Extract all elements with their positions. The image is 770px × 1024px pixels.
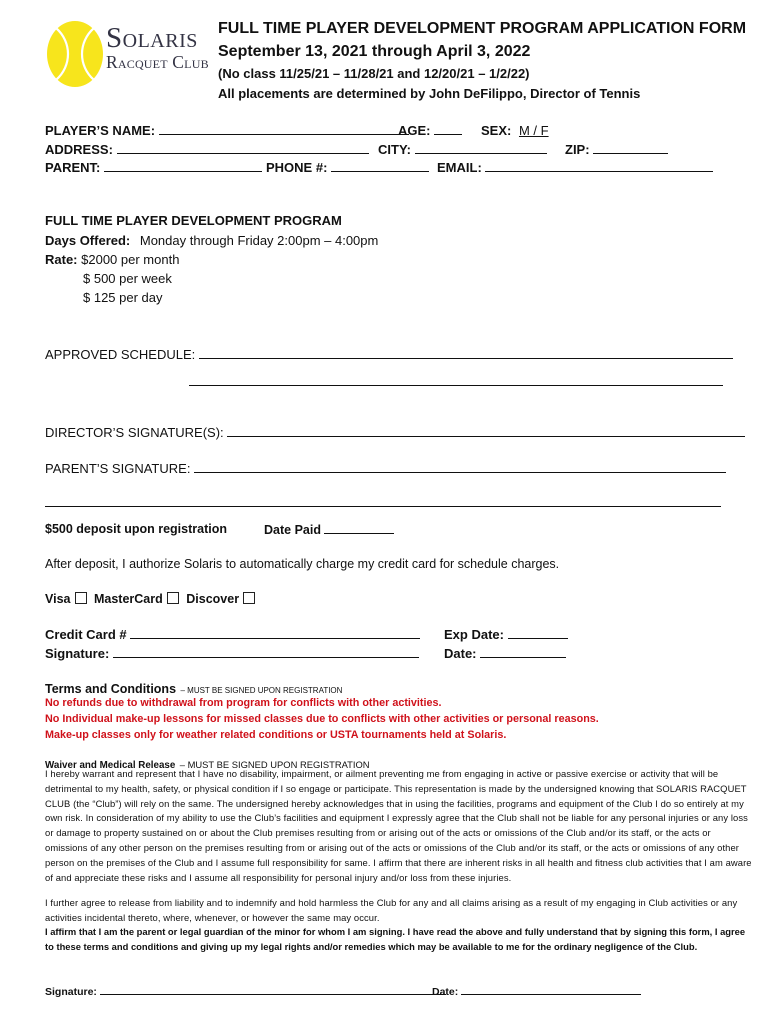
final-date-label: Date: — [432, 986, 459, 998]
card-signature-field[interactable] — [113, 646, 419, 658]
city-row — [378, 142, 547, 157]
visa-checkbox[interactable] — [75, 592, 87, 604]
card-signature-row — [45, 646, 419, 661]
extra-signature-line[interactable] — [45, 506, 721, 507]
address-label: ADDRESS: — [45, 142, 113, 157]
no-class-dates: (No class 11/25/21 – 11/28/21 and 12/20/21 – 1/2/22) — [218, 66, 530, 81]
terms-line-1: No refunds due to withdrawal from program for conflicts with other activities. — [45, 697, 442, 709]
approved-schedule-field[interactable] — [199, 347, 733, 359]
credit-card-row — [45, 627, 420, 642]
sex-label: SEX: — [481, 123, 512, 138]
player-name-field[interactable] — [159, 123, 409, 135]
director-signature-label: DIRECTOR’S SIGNATURE(S): — [45, 425, 224, 440]
rate-row — [45, 252, 179, 267]
approved-schedule-field-2[interactable] — [189, 385, 723, 386]
exp-date-field[interactable] — [508, 627, 568, 639]
card-date-field[interactable] — [480, 646, 566, 658]
city-field[interactable] — [415, 142, 547, 154]
tennis-ball-logo-icon — [46, 20, 104, 88]
visa-label: Visa — [45, 592, 71, 606]
phone-label: PHONE #: — [266, 160, 328, 175]
days-offered-row — [45, 233, 378, 248]
address-row — [45, 142, 369, 157]
logo-text-racquet-club: Racquet Club — [106, 52, 209, 72]
sex-options[interactable]: M / F — [518, 123, 549, 138]
final-date-field[interactable] — [461, 985, 641, 995]
email-field[interactable] — [485, 160, 713, 172]
card-type-row — [45, 592, 259, 606]
zip-field[interactable] — [593, 142, 668, 154]
parent-signature-row — [45, 461, 726, 476]
discover-checkbox[interactable] — [243, 592, 255, 604]
email-label: EMAIL: — [437, 160, 482, 175]
parent-field[interactable] — [104, 160, 262, 172]
final-signature-label: Signature: — [45, 986, 97, 998]
age-field[interactable] — [434, 123, 462, 135]
waiver-paragraph-3: I affirm that I am the parent or legal guardian of the minor for whom I am signing. I have read the above and fully understand that by signing this form, I agree to these terms and conditions and giving up my legal rights and/or remedies which may be available to me for the ordinary negligence of the Club. — [45, 926, 746, 952]
card-date-row — [444, 646, 566, 661]
program-title: FULL TIME PLAYER DEVELOPMENT PROGRAM — [45, 213, 342, 228]
card-signature-label: Signature: — [45, 646, 110, 661]
credit-card-label: Credit Card # — [45, 627, 127, 642]
address-field[interactable] — [117, 142, 369, 154]
final-date-row — [432, 985, 641, 998]
credit-card-field[interactable] — [130, 627, 420, 639]
phone-row — [266, 160, 429, 175]
player-name-row — [45, 123, 409, 138]
rate-month: $2000 per month — [81, 252, 180, 267]
logo-text-solaris: Solaris — [106, 22, 198, 54]
days-offered-value: Monday through Friday 2:00pm – 4:00pm — [139, 233, 379, 248]
days-offered-label: Days Offered: — [45, 233, 131, 248]
discover-label: Discover — [186, 592, 240, 606]
placements-note: All placements are determined by John DeFilippo, Director of Tennis — [218, 86, 641, 101]
date-paid-label: Date Paid — [264, 523, 321, 537]
city-label: CITY: — [378, 142, 411, 157]
mastercard-checkbox[interactable] — [167, 592, 179, 604]
waiver-note: – MUST BE SIGNED UPON REGISTRATION — [179, 759, 370, 770]
terms-heading — [45, 680, 342, 698]
director-signature-field[interactable] — [227, 425, 745, 437]
rate-day: $ 125 per day — [83, 290, 163, 305]
parent-signature-label: PARENT’S SIGNATURE: — [45, 461, 191, 476]
phone-field[interactable] — [331, 160, 429, 172]
player-name-label: PLAYER’S NAME: — [45, 123, 156, 138]
parent-row — [45, 160, 262, 175]
exp-date-label: Exp Date: — [444, 627, 504, 642]
rate-week: $ 500 per week — [83, 271, 172, 286]
terms-line-3: Make-up classes only for weather related conditions or USTA tournaments held at Solaris. — [45, 729, 507, 741]
date-paid-row — [264, 522, 394, 537]
terms-note: – MUST BE SIGNED UPON REGISTRATION — [180, 686, 343, 695]
zip-label: ZIP: — [565, 142, 590, 157]
mastercard-label: MasterCard — [93, 592, 163, 606]
email-row — [437, 160, 713, 175]
parent-label: PARENT: — [45, 160, 101, 175]
zip-row — [565, 142, 668, 157]
age-row — [398, 123, 462, 138]
final-signature-row — [45, 985, 446, 998]
final-signature-field[interactable] — [100, 985, 446, 995]
approved-schedule-row — [45, 347, 733, 362]
card-date-label: Date: — [444, 646, 477, 661]
waiver-paragraph-1: I hereby warrant and represent that I have no disability, impairment, or ailment preventing me from engaging in active or passive exercise or activity that will be detrimental to my health, safety, or physical condition if I so engage or participate. This representation is made by the undersigned knowing that SOLARIS RACQUET CLUB (the “Club”) will rely on the same. The undersigned hereby acknowledges that in using the facilities, programs and equipment of the Club I do so entirely at my own risk. In consideration of my ability to use the Club’s facilities and equipment I expressly agree that the Club shall not be liable for any personal injuries or any loss or damage to property sustained on or about the Club premises resulting from or arising out of the acts or omissions of the Club and/or its staff, or the acts or omissions of any other person on the premises resulting from or arising out of the acts or omissions of the Club and/or its staff, or the acts or omissions of any other person on the premises of the Club and I assume full responsibility for same. I affirm that there are inherent risks in all health and fitness club activities that I am aware of and appreciate these risks and I assume all responsibility for personal injury and/or loss from these injuries. — [45, 768, 752, 883]
deposit-text: $500 deposit upon registration — [45, 522, 227, 536]
rate-label: Rate: — [45, 252, 78, 267]
terms-line-2: No Individual make-up lessons for missed classes due to conflicts with other activities or personal reasons. — [45, 713, 599, 725]
authorize-text: After deposit, I authorize Solaris to automatically charge my credit card for schedule charges. — [45, 557, 560, 571]
waiver-paragraph-2: I further agree to release from liability and to indemnify and hold harmless the Club for any and all claims arising as a result of my engaging in Club activities or any activities incidental thereto, where, whenever, or however the same may occur. — [45, 897, 738, 923]
terms-title: Terms and Conditions — [45, 682, 177, 696]
director-signature-row — [45, 425, 745, 440]
date-paid-field[interactable] — [324, 522, 394, 534]
parent-signature-field[interactable] — [194, 461, 726, 473]
waiver-title: Waiver and Medical Release — [45, 760, 176, 771]
age-label: AGE: — [398, 123, 431, 138]
exp-date-row — [444, 627, 568, 642]
program-dates: September 13, 2021 through April 3, 2022 — [218, 43, 531, 60]
form-title: FULL TIME PLAYER DEVELOPMENT PROGRAM APPLICATION FORM — [218, 20, 747, 37]
approved-schedule-label: APPROVED SCHEDULE: — [45, 347, 196, 362]
sex-row — [481, 123, 549, 138]
